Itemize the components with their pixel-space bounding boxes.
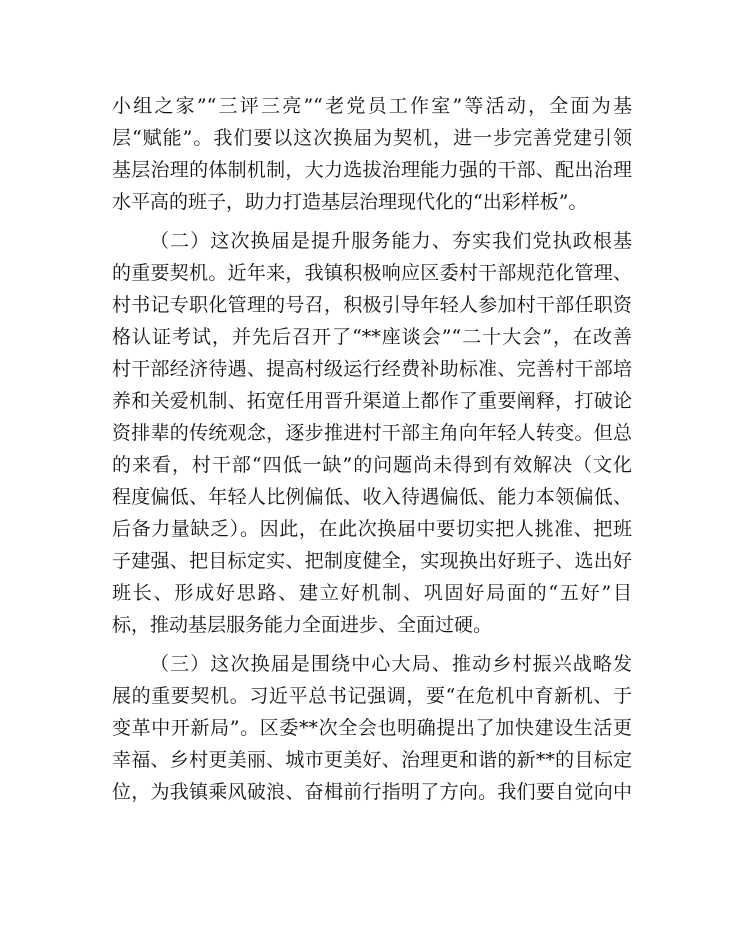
text-line: 小组之家”“三评三亮”“老党员工作室”等活动，全面为基	[112, 95, 632, 117]
text-line: 班长、形成好思路、建立好机制、巩固好局面的“五好”目	[112, 582, 632, 604]
text-line: 水平高的班子，助力打造基层治理现代化的“出彩样板”。	[112, 191, 588, 213]
text-line: 养和关爱机制、拓宽任用晋升渠道上都作了重要阐释，打破论	[112, 390, 632, 412]
text-line: 的重要契机。近年来，我镇积极响应区委村干部规范化管理、	[112, 262, 632, 284]
text-line: 层“赋能”。我们要以这次换届为契机，进一步完善党建引领	[112, 127, 632, 149]
text-line: 的来看，村干部“四低一缺”的问题尚未得到有效解决（文化	[112, 454, 632, 476]
text-line: （二）这次换届是提升服务能力、夯实我们党执政根基	[150, 230, 632, 252]
text-line: 子建强、把目标定实、把制度健全，实现换出好班子、选出好	[112, 550, 632, 572]
text-line: 位，为我镇乘风破浪、奋楫前行指明了方向。我们要自觉向中	[112, 781, 632, 803]
text-line: 基层治理的体制机制，大力选拔治理能力强的干部、配出治理	[112, 159, 632, 181]
paragraph-1	[112, 90, 632, 218]
text-line: 后备力量缺乏）。因此，在此次换届中要切实把人挑准、把班	[112, 518, 632, 540]
text-line: 展的重要契机。习近平总书记强调，要“在危机中育新机、于	[112, 685, 632, 707]
paragraph-3	[112, 648, 632, 808]
text-line: （三）这次换届是围绕中心大局、推动乡村振兴战略发	[150, 653, 632, 675]
text-line: 标，推动基层服务能力全面进步、全面过硬。	[112, 614, 493, 636]
text-line: 变革中开新局”。区委**次全会也明确提出了加快建设生活更	[112, 717, 632, 739]
text-line: 幸福、乡村更美丽、城市更美好、治理更和谐的新**的目标定	[112, 749, 632, 771]
text-line: 村干部经济待遇、提高村级运行经费补助标准、完善村干部培	[112, 358, 632, 380]
text-line: 资排辈的传统观念，逐步推进村干部主角向年轻人转变。但总	[112, 422, 632, 444]
paragraph-2	[112, 225, 632, 641]
text-line: 格认证考试，并先后召开了“**座谈会”“二十大会”，在改善	[112, 326, 632, 348]
text-line: 村书记专职化管理的号召，积极引导年轻人参加村干部任职资	[112, 294, 632, 316]
text-line: 程度偏低、年轻人比例偏低、收入待遇偏低、能力本领偏低、	[112, 486, 632, 508]
document-body	[112, 90, 632, 815]
